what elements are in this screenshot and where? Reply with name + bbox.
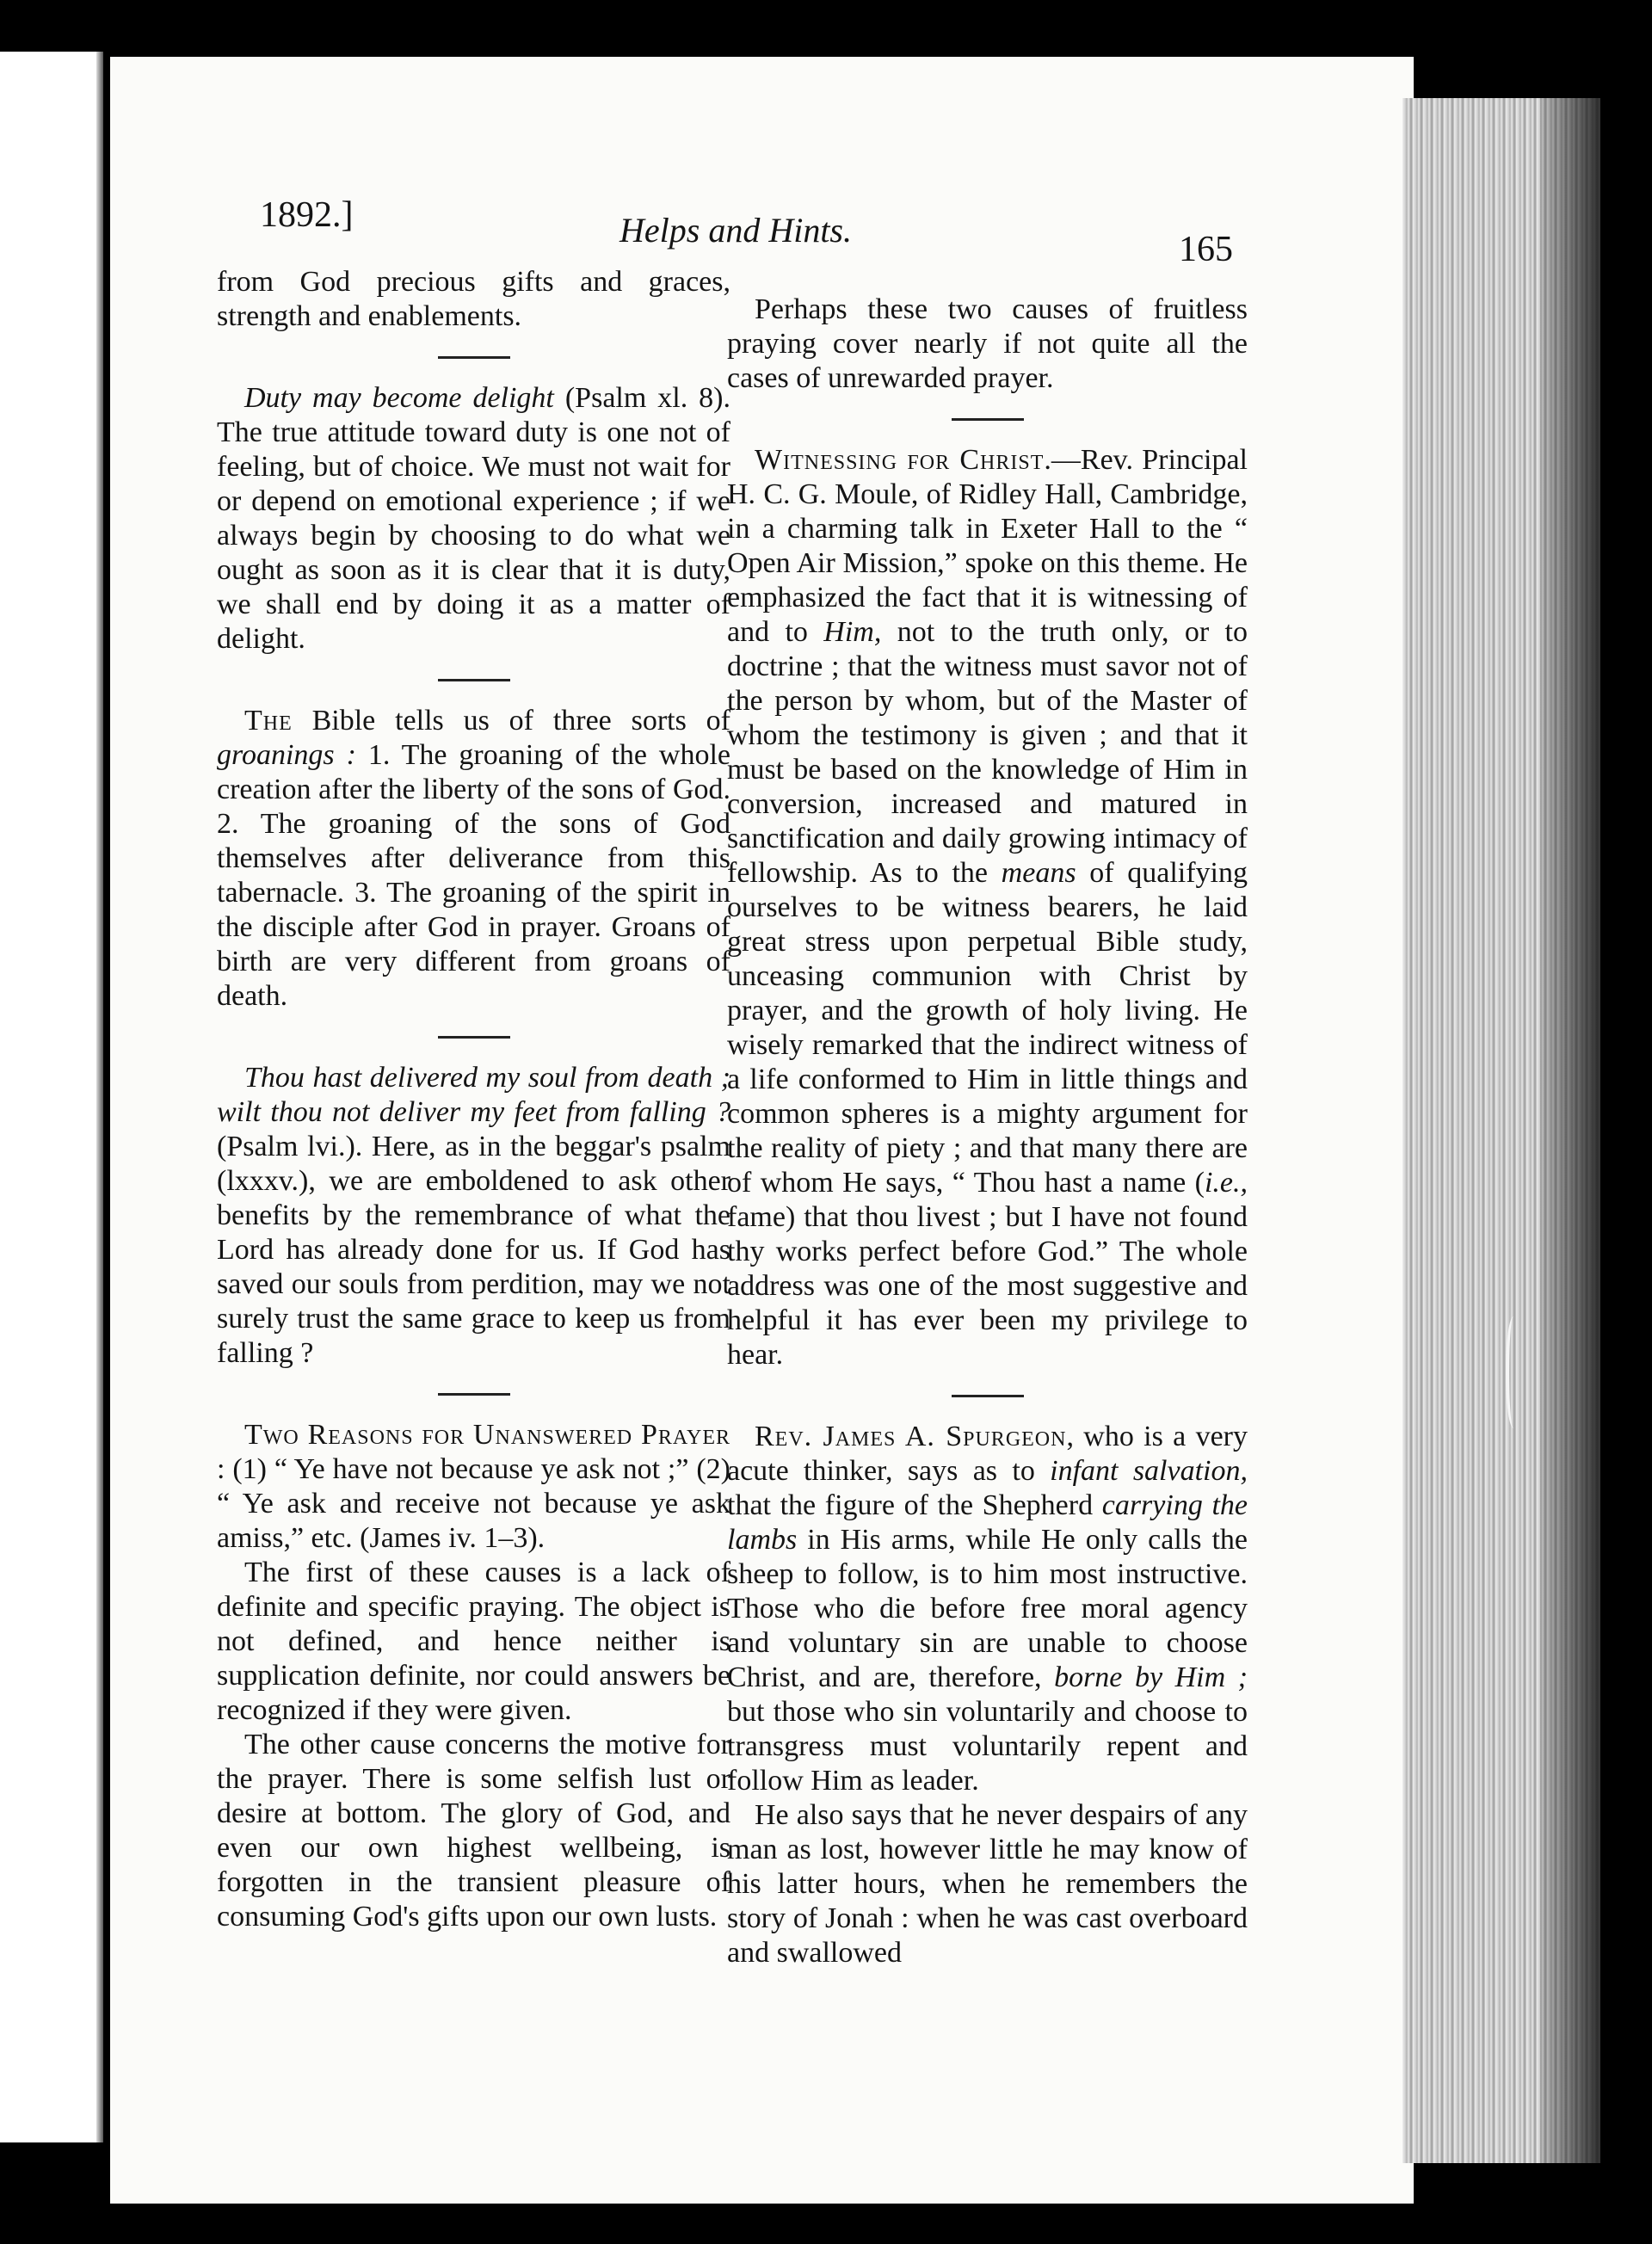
right-column	[727, 293, 1248, 1970]
paragraph-psalm	[217, 1061, 730, 1371]
paragraph-despairs: He also says that he never despairs of any man as lost, however little he may know of his latter hours, when he remembers the story of Jonah : when he was cast overboard and swallowed	[727, 1799, 1248, 1969]
witnessing-text-4: fame) that thou livest ; but I have not found thy works perfect before God.” The whole address was one of the most suggestive and helpful it has ever been my privilege to hear.	[727, 1201, 1248, 1371]
psalm-quote: Thou hast delivered my soul from death ; wilt thou not deliver my feet from falling ?	[217, 1062, 730, 1128]
witnessing-emphasis-means: means	[1001, 857, 1076, 889]
section-divider	[952, 1395, 1024, 1397]
paragraph-other-cause: The other cause concerns the motive for the prayer. There is some selfish lust or desire at bottom. The glory of God, and even our own highest wellbeing, is forgotten in the transient pleasure of consuming God's gifts upon our own lusts.	[217, 1729, 730, 1933]
groanings-emphasis: groanings :	[217, 739, 356, 771]
spurgeon-emphasis-salvation: infant salvation,	[1050, 1455, 1248, 1487]
paragraph-gifts: from God precious gifts and graces, strength and enablements.	[217, 266, 730, 332]
paragraph-duty	[217, 381, 730, 657]
left-column	[217, 265, 730, 1934]
groanings-text-2: 1. The groaning of the whole creation after the liberty of the sons of God. 2. The groaning of the sons of God themselves after deliverance from this tabernacle. 3. The groaning of the spirit in the disciple after God in prayer. Groans of birth are very different from groans of death.	[217, 739, 730, 1012]
witnessing-text-3: of qualifying ourselves to be witness bearers, he laid great stress upon perpetual Bible study, unceasing communion with Christ by prayer, and the growth of holy living. He wisely remarked that the indirect witness of a life conformed to Him in little things and common spheres is a mighty argument for the reality of piety ; and that many there are of whom He says, “ Thou hast a name (	[727, 857, 1248, 1199]
reasons-text: : (1) “ Ye have not because ye ask not ;” (2) “ Ye ask and receive not because ye ask amiss,” etc. (James iv. 1–3).	[217, 1453, 730, 1554]
paragraph-spurgeon	[727, 1420, 1248, 1798]
section-divider	[952, 418, 1024, 421]
reasons-heading: Two Reasons for Unanswered Prayer	[244, 1419, 730, 1451]
spurgeon-text-3: in His arms, while He only calls the sheep to follow, is to him most instructive. Those who die before free moral agency and voluntary sin are unable to choose Christ, and are, therefore,	[727, 1524, 1248, 1693]
paragraph-witnessing	[727, 443, 1248, 1372]
duty-lead: Duty may become delight	[244, 382, 554, 414]
previous-page-edge	[0, 52, 103, 2142]
paragraph-perhaps: Perhaps these two causes of fruitless praying cover nearly if not quite all the cases of unrewarded prayer.	[727, 293, 1248, 394]
groanings-text-1: Bible tells us of three sorts of	[292, 705, 730, 737]
spurgeon-heading: Rev. James A. Spurgeon	[755, 1421, 1067, 1452]
psalm-text: (Psalm lvi.). Here, as in the beggar's psalm (lxxxv.), we are emboldened to ask other benefits by the remembrance of what the Lord has already done for us. If God has saved our souls from perdition, may we not surely trust the same grace to keep us from falling ?	[217, 1131, 730, 1369]
section-divider	[438, 679, 510, 681]
page-edge-mark	[1506, 1316, 1521, 1428]
running-head-year: 1892.]	[260, 195, 354, 235]
section-divider	[438, 356, 510, 359]
page-stack-shadow	[1540, 98, 1600, 2163]
spurgeon-text-4: but those who sin voluntarily and choose to transgress must voluntarily repent and follow Him as leader.	[727, 1696, 1248, 1797]
witnessing-emphasis-ie: i.e.,	[1204, 1167, 1248, 1199]
witnessing-heading: Witnessing for Christ	[755, 444, 1045, 476]
spurgeon-text-1: , who is a very acute thinker, says as to	[727, 1421, 1248, 1487]
spurgeon-text-2: that the figure of the Shepherd	[727, 1489, 1102, 1521]
page-number: 165	[1179, 230, 1233, 269]
witnessing-text-2: not to the truth only, or to doctrine ; that the witness must savor not of the person by whom, but of the Master of whom the testimony is given ; and that it must be based on the knowledge of Him in conversion, increased and matured in sanctification and daily growing intimacy of fellowship. As to the	[727, 616, 1248, 889]
section-divider	[438, 1036, 510, 1039]
paragraph-groanings	[217, 704, 730, 1014]
paragraph-reasons	[217, 1418, 730, 1556]
witnessing-emphasis-him: Him,	[823, 616, 882, 648]
witnessing-text-1: .—Rev. Principal H. C. G. Moule, of Ridley Hall, Cambridge, in a charming talk in Exeter Hall to the “ Open Air Mission,” spoke on this theme. He emphasized the fact that it is witnessing of and to	[727, 444, 1248, 648]
section-divider	[438, 1393, 510, 1396]
spurgeon-emphasis-lambs: carrying the lambs	[727, 1489, 1248, 1556]
spurgeon-emphasis-borne: borne by Him ;	[1054, 1661, 1248, 1693]
groanings-lead: The	[244, 705, 293, 737]
running-head-title: Helps and Hints.	[620, 211, 852, 250]
duty-text: (Psalm xl. 8). The true attitude toward duty is one not of feeling, but of choice. We must not wait for or depend on emotional experience ; if we always begin by choosing to do what we ought as soon as it is clear that it is duty, we shall end by doing it as a matter of delight.	[217, 382, 730, 655]
paragraph-first-cause: The first of these causes is a lack of definite and specific praying. The object is not defined, and hence neither is supplication definite, nor could answers be recognized if they were given.	[217, 1557, 730, 1726]
